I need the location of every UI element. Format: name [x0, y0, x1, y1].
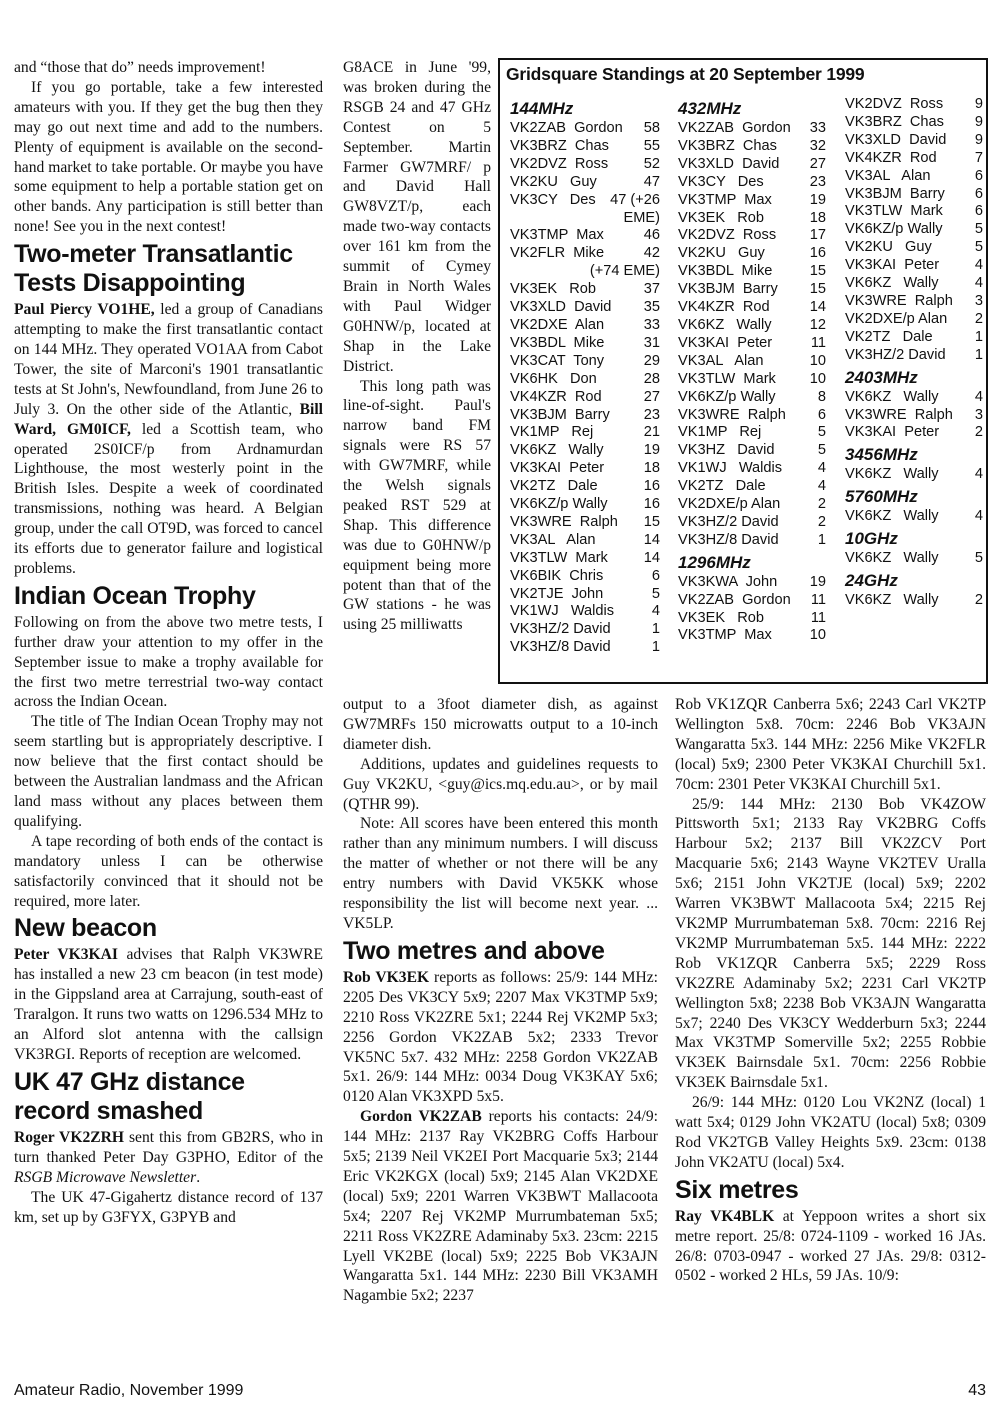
station-name: VK2DVZ Ross	[510, 155, 609, 172]
standings-entry	[678, 496, 826, 514]
paragraph: 26/9: 144 MHz: 0120 Lou VK2NZ (local) 1 watt 5x4; 0129 John VK2ATU (local) 5x8; 0309 Rod VK2TGB Valley Heights 5x9. 23cm: 0138 John VK2ATU (local) 5x4.	[675, 1094, 986, 1171]
station-score: 27	[643, 388, 660, 405]
station-name: VK6KZ Wally	[845, 466, 939, 483]
paragraph	[14, 945, 323, 1064]
standings-entry	[845, 114, 983, 132]
standings-entry	[845, 132, 983, 150]
station-name: VK3CY Des	[678, 173, 764, 190]
standings-entry	[678, 407, 826, 425]
station-score: 52	[643, 155, 660, 172]
station-name: VK6HK Don	[510, 370, 597, 387]
paragraph	[675, 1207, 986, 1287]
station-name: VK6KZ/p Wally	[845, 221, 943, 238]
standings-entry	[510, 227, 660, 245]
station-score: 16	[643, 478, 660, 495]
gridsquare-standings-box	[498, 58, 988, 684]
heading-indian-ocean: Indian Ocean Trophy	[14, 581, 256, 610]
standings-entry	[678, 317, 826, 335]
publication-name: Amateur Radio, November 1999	[14, 1382, 244, 1399]
station-name: VK3HZ David	[678, 442, 775, 459]
station-name: VK6KZ Wally	[678, 316, 772, 333]
station-score: 1	[974, 328, 983, 345]
station-name: VK3TMP Max	[510, 227, 604, 244]
station-name: VK4KZR Rod	[678, 299, 770, 316]
paragraph: Rob VK1ZQR Canberra 5x6; 2243 Carl VK2TP Wellington 5x8. 70cm: 2246 Bob VK3AJN Wangaratta 5x3. 144 MHz: 2256 Mike VK2FLR (local) 5x9; 2300 Peter VK3KAI Churchill 5x1. 70cm: 2301 Peter VK3KAI Churchill 5x1.	[675, 696, 986, 793]
standings-entry	[510, 317, 660, 335]
station-score: 5	[974, 221, 983, 238]
station-score: 33	[643, 316, 660, 333]
standings-entry	[510, 568, 660, 586]
standings-entry	[510, 389, 660, 407]
standings-entry	[845, 347, 983, 365]
station-score: 19	[809, 573, 826, 590]
standings-title: Gridsquare Standings at 20 September 1999	[506, 64, 865, 84]
station-score: 1	[817, 531, 826, 548]
standings-entry	[510, 138, 660, 156]
station-name: VK6BIK Chris	[510, 567, 604, 584]
station-name: VK3EK Rob	[678, 609, 764, 626]
column-3	[675, 695, 986, 1286]
station-name: VK4KZR Rod	[845, 149, 937, 166]
station-name: VK3CAT Tony	[510, 352, 605, 369]
paragraph: Following on from the above two metre tests, I further draw your attention to my offer in the September issue to make a trophy available for the first two metre terrestrial two-way contact across the Indian Ocean.	[14, 613, 323, 711]
station-name: VK6KZ Wally	[845, 388, 939, 405]
station-score: 1	[651, 639, 660, 656]
standings-entry	[678, 389, 826, 407]
station-score: 5	[817, 424, 826, 441]
station-score: 9	[974, 131, 983, 148]
standings-entry	[510, 156, 660, 174]
column-2-bottom	[343, 695, 658, 1306]
paragraph: 25/9: 144 MHz: 2130 Bob VK4ZOW Pittsworth 5x1; 2133 Ray VK2BRG Coffs Harbour 5x2; 2137 Bill VK2ZCV Port Macquarie 5x6; 2143 Wayne VK2TEV Uralla 5x6; 2151 John VK2TJE (local) 5x9; 2202 Warren VK3BWT Mallacoota 5x4; 2215 Rej VK2MP Murrumbateman 5x8. 70cm: 2216 Rej VK2MP Murrumbateman 5x5. 144 MHz: 2222 Rob VK1ZQR Canberra 5x5; 2229 Ross VK2ZRE Adaminaby 5x2; 2231 Carl VK2TP Wellington 5x8; 2238 Bob VK3AJN Wangaratta 5x7; 2240 Des VK3CY Wedderburn 5x3; 2244 Max VK3TMP Somerville 5x2; 2255 Robbie VK3EK Bairnsdale 5x1. 70cm: 2256 Robbie VK3EK Bairnsdale 5x1.	[675, 795, 986, 1092]
station-name: VK1WJ Waldis	[510, 603, 615, 620]
author-name: Gordon VK2ZAB	[360, 1108, 482, 1126]
paragraph: and “those that do” needs improvement!	[14, 59, 266, 76]
station-name: VK2DXE/p Alan	[845, 310, 948, 327]
author-name: Bill Ward, GM0ICF,	[14, 400, 323, 438]
station-score: 37	[643, 281, 660, 298]
station-name: VK3CY Des	[510, 191, 596, 208]
text: .	[196, 1168, 201, 1186]
station-name: VK3HZ/2 David	[678, 513, 779, 530]
station-name: VK3TLW Mark	[678, 370, 776, 387]
station-name: VK2KU Guy	[678, 245, 765, 262]
station-score: 33	[809, 120, 826, 136]
standings-entry	[510, 496, 660, 514]
standings-entry	[845, 389, 983, 407]
station-name: VK2KU Guy	[845, 239, 932, 256]
station-score: 19	[809, 191, 826, 208]
station-name: VK3EK Rob	[678, 209, 764, 226]
band-heading: 432MHz	[678, 99, 742, 118]
station-name: VK2TZ Dale	[678, 478, 766, 495]
station-name: VK6KZ Wally	[845, 275, 939, 292]
standings-entry	[510, 514, 660, 532]
station-name: VK2ZAB Gordon	[510, 120, 623, 136]
station-score: 2	[817, 496, 826, 513]
station-score: 15	[809, 263, 826, 280]
station-score: 28	[643, 370, 660, 387]
station-name: VK6KZ Wally	[845, 592, 939, 609]
station-score: 11	[810, 609, 826, 626]
paragraph: A tape recording of both ends of the contact is mandatory unless I can be otherwise satisfactorily convinced that it should not be required, more later.	[14, 832, 323, 910]
station-name: VK3KAI Peter	[845, 257, 940, 274]
station-score: 23	[643, 406, 660, 423]
station-score: 5	[974, 550, 983, 567]
station-name: VK1MP Rej	[678, 424, 762, 441]
text: reports as follows: 25/9: 144 MHz: 2205 Des VK3CY 5x9; 2207 Max VK3TMP 5x9; 2210 Ross VK2ZRE 5x1; 2244 Rej VK2MP 5x3; 2256 Gordon VK2ZAB 5x2; 2333 Trevor VK5NC 5x7. 432 MHz: 2258 Gordon VK2ZAB 5x1. 26/9: 144 MHz: 0034 Doug VK3KAY 5x6; 0120 Alan VK3XPD 5x5.	[343, 968, 658, 1106]
standings-entry	[510, 478, 660, 496]
standings-entry	[678, 532, 826, 550]
author-name: Ray VK4BLK	[675, 1207, 775, 1225]
station-score: 4	[974, 275, 983, 292]
station-name: VK3WRE Ralph	[510, 513, 618, 530]
station-score: 4	[974, 466, 983, 483]
station-score: 15	[643, 513, 660, 530]
standings-entry	[510, 621, 660, 639]
standings-entry	[678, 610, 826, 628]
heading-six-metres: Six metres	[675, 1175, 799, 1204]
station-name: VK1WJ Waldis	[678, 460, 783, 477]
station-score: 12	[809, 316, 826, 333]
column-1	[14, 58, 323, 1227]
standings-entry	[845, 275, 983, 293]
standings-entry	[510, 120, 660, 138]
column-2-top	[343, 58, 491, 635]
standings-entry	[678, 335, 826, 353]
standings-entry	[510, 460, 660, 478]
station-score: 46	[643, 227, 660, 244]
band-heading: 144MHz	[510, 99, 574, 118]
standings-entry	[678, 514, 826, 532]
station-name: VK3TMP Max	[678, 191, 772, 208]
station-name: VK3XLD David	[845, 131, 947, 148]
station-name: VK3BRZ Chas	[845, 113, 944, 130]
station-name: VK3HZ/8 David	[678, 531, 779, 548]
station-score: 16	[809, 245, 826, 262]
paragraph	[14, 300, 323, 579]
standings-entry	[510, 550, 660, 568]
standings-entry	[510, 245, 660, 263]
standings-entry	[510, 407, 660, 425]
band-heading: 2403MHz	[845, 367, 918, 387]
standings-entry	[510, 603, 660, 621]
standings-entry	[510, 281, 660, 299]
station-score: 18	[809, 209, 826, 226]
standings-entry	[510, 192, 660, 210]
station-name: VK2DVZ Ross	[845, 96, 944, 112]
page-number: 43	[968, 1382, 986, 1399]
standings-entry	[678, 592, 826, 610]
standings-entry	[678, 442, 826, 460]
standings-entry	[845, 329, 983, 347]
standings-entry	[845, 257, 983, 275]
standings-entry	[845, 311, 983, 329]
station-name: VK3HZ/8 David	[510, 639, 611, 656]
station-name: VK2ZAB Gordon	[678, 120, 791, 136]
standings-entry	[678, 174, 826, 192]
standings-entry	[845, 407, 983, 425]
heading-transatlantic: Two-meter Transatlantic Tests Disappointing	[14, 240, 293, 298]
station-score: 27	[809, 155, 826, 172]
standings-entry	[845, 592, 983, 610]
station-name: VK3WRE Ralph	[845, 292, 953, 309]
band-heading: 5760MHz	[845, 487, 918, 507]
standings-entry	[845, 203, 983, 221]
station-score: 2	[974, 310, 983, 327]
standings-entry	[678, 353, 826, 371]
standings-entry	[678, 281, 826, 299]
station-score: 55	[643, 137, 660, 154]
station-name: VK3WRE Ralph	[678, 406, 786, 423]
standings-entry	[678, 460, 826, 478]
standings-column-2	[678, 96, 826, 645]
author-name: Paul Piercy VO1HE,	[14, 301, 155, 319]
standings-entry	[845, 221, 983, 239]
standings-entry	[678, 424, 826, 442]
standings-entry	[510, 442, 660, 460]
station-name: VK3XLD David	[678, 155, 780, 172]
standings-entry	[845, 239, 983, 257]
standings-entry	[678, 138, 826, 156]
standings-entry	[845, 424, 983, 442]
standings-entry	[678, 299, 826, 317]
standings-entry	[678, 478, 826, 496]
station-name: VK3BJM Barry	[678, 281, 778, 298]
station-score: 5	[974, 239, 983, 256]
station-score: 47	[643, 173, 660, 190]
paragraph: Note: All scores have been entered this month rather than any minimum numbers. I will discuss the matter of whether or not there will be any entry numbers with David VK5KK whose responsibility the list will become next year. ... VK5LP.	[343, 815, 658, 932]
station-name: VK3AL Alan	[678, 352, 764, 369]
station-name: VK3BDL Mike	[678, 263, 773, 280]
station-score: 6	[974, 185, 983, 202]
standings-entry	[678, 156, 826, 174]
station-score: 11	[810, 591, 826, 608]
standings-column-1	[510, 96, 660, 657]
standings-entry	[510, 174, 660, 192]
station-score: 1	[974, 346, 983, 363]
station-score: 47 (+26	[610, 191, 660, 208]
station-name: VK3WRE Ralph	[845, 406, 953, 423]
standings-entry	[845, 466, 983, 484]
standings-entry	[845, 293, 983, 311]
station-name: VK3TMP Max	[678, 627, 772, 644]
paragraph: G8ACE in June '99, was broken during the RSGB 24 and 47 GHz Contest on 5 September. Martin Farmer GW7MRF/ p and David Hall GW8VZT/p, each made two-way contacts over 161 km from the summit of Cymey Brain in North Wales with Paul Widger G0HNW/p, located at Shap in the Lake District.	[343, 59, 491, 375]
paragraph: Additions, updates and guidelines requests to Guy VK2KU, <guy@ics.mq.edu.au>, or by mail (QTHR 99).	[343, 755, 658, 813]
station-name: VK6KZ Wally	[845, 550, 939, 567]
text: led a group of Canadians attempting to make the first transatlantic contact on 144 MHz. They operated VO1AA from Cabot Tower, the site of Marconi's 1901 transatlantic tests at St John's, Newfoundland, from June 26 to July 3. On the other side of the Atlantic,	[14, 301, 323, 418]
paragraph	[14, 1128, 323, 1188]
station-name: VK3TLW Mark	[845, 203, 943, 220]
station-name: VK2FLR Mike	[510, 245, 605, 262]
band-heading: 1296MHz	[678, 552, 751, 572]
station-name: VK3KAI Peter	[845, 424, 940, 441]
text: led a Scottish team, who operated 2S0ICF/p from Ardnamurdan Lighthouse, the most westerly point in the British Isles. Despite a week of coordinated transmissions, nothing was heard. A Belgian group, under the call OT9D, was forced to cancel its efforts due to generator failure and logistical problems.	[14, 420, 324, 577]
station-score: 10	[809, 352, 826, 369]
publication-name: RSGB Microwave Newsletter	[14, 1168, 197, 1186]
station-score: 9	[974, 113, 983, 130]
station-score: 58	[643, 120, 660, 136]
station-name: VK3BRZ Chas	[510, 137, 609, 154]
station-score: 4	[974, 388, 983, 405]
station-name: VK4KZR Rod	[510, 388, 602, 405]
paragraph	[343, 968, 658, 1107]
station-score: 3	[974, 292, 983, 309]
station-score: 15	[809, 281, 826, 298]
standings-entry	[845, 168, 983, 186]
station-name: VK3AL Alan	[845, 167, 931, 184]
station-score: 8	[817, 388, 826, 405]
standings-entry	[510, 299, 660, 317]
station-score: 6	[651, 567, 660, 584]
band-heading: 10GHz	[845, 529, 898, 549]
station-name: VK3EK Rob	[510, 281, 596, 298]
station-name: VK3HZ/2 David	[510, 621, 611, 638]
text: reports his contacts: 24/9: 144 MHz: 2137 Ray VK2BRG Coffs Harbour 5x5; 2139 Neil VK2EI Port Macquarie 5x3; 2144 Eric VK2KGX (local) 5x9; 2145 Alan VK2DXE (local) 5x9; 2201 Warren VK3BWT Mallacoota 5x4; 2207 Rej VK2MP Murrumbateman 5x5; 2211 Ross VK2ZRE Adaminaby 5x3. 23cm: 2215 Lyell VK2BE (local) 5x9; 2225 Bob VK3AJN Wangaratta 5x1. 144 MHz: 2230 Bill VK3AMH Nagambie 5x2; 2237	[343, 1108, 659, 1305]
station-name: VK3AL Alan	[510, 531, 596, 548]
station-score: 1	[651, 621, 660, 638]
station-name: VK3BJM Barry	[510, 406, 610, 423]
standings-note: EME)	[623, 209, 660, 226]
station-score: 6	[817, 406, 826, 423]
standings-entry	[678, 574, 826, 592]
station-name: VK3XLD David	[510, 299, 612, 316]
station-score: 4	[651, 603, 660, 620]
station-score: 14	[643, 549, 660, 566]
station-name: VK3KAI Peter	[678, 334, 773, 351]
standings-entry	[678, 263, 826, 281]
band-heading: 3456MHz	[845, 445, 918, 465]
station-score: 18	[643, 460, 660, 477]
heading-new-beacon: New beacon	[14, 914, 157, 943]
station-score: 4	[974, 257, 983, 274]
standings-entry	[845, 508, 983, 526]
standings-entry	[678, 627, 826, 645]
standings-entry	[845, 186, 983, 204]
station-score: 17	[809, 227, 826, 244]
station-score: 4	[817, 478, 826, 495]
standings-entry	[510, 335, 660, 353]
standings-entry	[678, 227, 826, 245]
station-score: 4	[817, 460, 826, 477]
station-name: VK3TLW Mark	[510, 549, 608, 566]
station-name: VK2DVZ Ross	[678, 227, 777, 244]
standings-entry	[510, 353, 660, 371]
station-name: VK1MP Rej	[510, 424, 594, 441]
station-name: VK3BRZ Chas	[678, 137, 777, 154]
station-name: VK3BDL Mike	[510, 334, 605, 351]
paragraph: The title of The Indian Ocean Trophy may not seem startling but is appropriately descriptive. I now believe that the first contact should be between the Australian landmass and the African land mass without any places between them qualifying.	[14, 713, 323, 830]
station-score: 32	[809, 137, 826, 154]
station-name: VK2ZAB Gordon	[678, 591, 791, 608]
paragraph: output to a 3foot diameter dish, as against GW7MRFs 150 microwatts output to a 10-inch diameter dish.	[343, 696, 658, 753]
paragraph: If you go portable, take a few interested amateurs with you. If they get the bug then they may go out next time and add to the numbers. Plenty of equipment is available on the second-hand market to take portable. Or maybe you have some equipment to help a portable station get on other bands. Any participation is still better than none! See you in the next contest!	[14, 78, 323, 236]
station-score: 5	[817, 442, 826, 459]
station-name: VK2TZ Dale	[510, 478, 598, 495]
station-score: 42	[643, 245, 660, 262]
standings-entry	[510, 639, 660, 657]
heading-two-metres: Two metres and above	[343, 936, 605, 965]
station-name: VK3KWA John	[678, 573, 778, 590]
station-score: 6	[974, 167, 983, 184]
author-name: Peter VK3KAI	[14, 946, 119, 964]
station-score: 35	[643, 299, 660, 316]
station-score: 21	[643, 424, 660, 441]
author-name: Rob VK3EK	[343, 968, 430, 986]
station-score: 5	[651, 585, 660, 602]
station-name: VK2TZ Dale	[845, 328, 933, 345]
station-score: 23	[809, 173, 826, 190]
paragraph: This long path was line-of-sight. Paul's narrow band FM signals were RS 57 with GW7MRF, while the Welsh signals peaked RST 529 at Shap. This difference was due to G0HNW/p equipment being more potent than that of the GW stations - he was using 25 milliwatts	[343, 377, 491, 634]
standings-note: (+74 EME)	[589, 263, 660, 280]
station-score: 6	[974, 203, 983, 220]
station-name: VK6KZ Wally	[510, 442, 604, 459]
text: advises that Ralph VK3WRE has installed a new 23 cm beacon (in test mode) in the Gippsland area at Carrajung, south-east of Traralgon. It runs two watts on 1296.534 MHz to an Alford slot antenna with the callsign VK3RGI. Reports of reception are welcomed.	[14, 946, 323, 1063]
station-score: 2	[974, 424, 983, 441]
station-name: VK6KZ/p Wally	[510, 496, 608, 513]
standings-entry	[678, 245, 826, 263]
standings-entry	[845, 96, 983, 114]
station-name: VK6KZ/p Wally	[678, 388, 776, 405]
station-score: 19	[643, 442, 660, 459]
station-score: 14	[809, 299, 826, 316]
author-name: Roger VK2ZRH	[14, 1128, 125, 1146]
text: sent this from GB2RS, who in turn thanked Peter Day G3PHO, Editor of the	[14, 1128, 323, 1166]
station-name: VK6KZ Wally	[845, 508, 939, 525]
station-name: VK2TJE John	[510, 585, 604, 602]
station-score: 29	[643, 352, 660, 369]
station-score: 10	[809, 627, 826, 644]
station-score: 9	[974, 96, 983, 112]
standings-entry	[678, 371, 826, 389]
standings-entry	[510, 586, 660, 604]
standings-entry	[845, 150, 983, 168]
standings-entry	[510, 532, 660, 550]
standings-entry	[510, 424, 660, 442]
paragraph: The UK 47-Gigahertz distance record of 137 km, set up by G3FYX, G3PYB and	[14, 1188, 323, 1226]
station-score: 16	[643, 496, 660, 513]
paragraph	[343, 1107, 658, 1306]
standings-column-3	[845, 96, 983, 610]
station-score: 10	[809, 370, 826, 387]
standings-entry	[845, 550, 983, 568]
station-name: VK2DXE Alan	[510, 316, 605, 333]
text: at Yeppoon writes a short six metre report. 25/8: 0724-1109 - worked 16 JAs. 26/8: 0703-0947 - worked 27 JAs. 29/8: 0312-0502 - worked 2 HLs, 59 JAs. 10/9:	[675, 1207, 987, 1285]
standings-entry	[678, 192, 826, 210]
station-score: 4	[974, 508, 983, 525]
standings-entry	[678, 210, 826, 228]
station-name: VK3BJM Barry	[845, 185, 945, 202]
station-score: 3	[974, 406, 983, 423]
station-score: 2	[974, 592, 983, 609]
standings-entry	[510, 371, 660, 389]
station-score: 31	[643, 334, 660, 351]
station-score: 7	[974, 149, 983, 166]
station-name: VK2KU Guy	[510, 173, 597, 190]
band-heading: 24GHz	[845, 571, 898, 591]
station-name: VK3HZ/2 David	[845, 346, 946, 363]
standings-entry	[678, 120, 826, 138]
station-score: 2	[817, 513, 826, 530]
station-name: VK3KAI Peter	[510, 460, 605, 477]
heading-uk-47ghz: UK 47 GHz distance record smashed	[14, 1067, 245, 1125]
station-score: 14	[643, 531, 660, 548]
station-score: 11	[810, 334, 826, 351]
station-name: VK2DXE/p Alan	[678, 496, 781, 513]
